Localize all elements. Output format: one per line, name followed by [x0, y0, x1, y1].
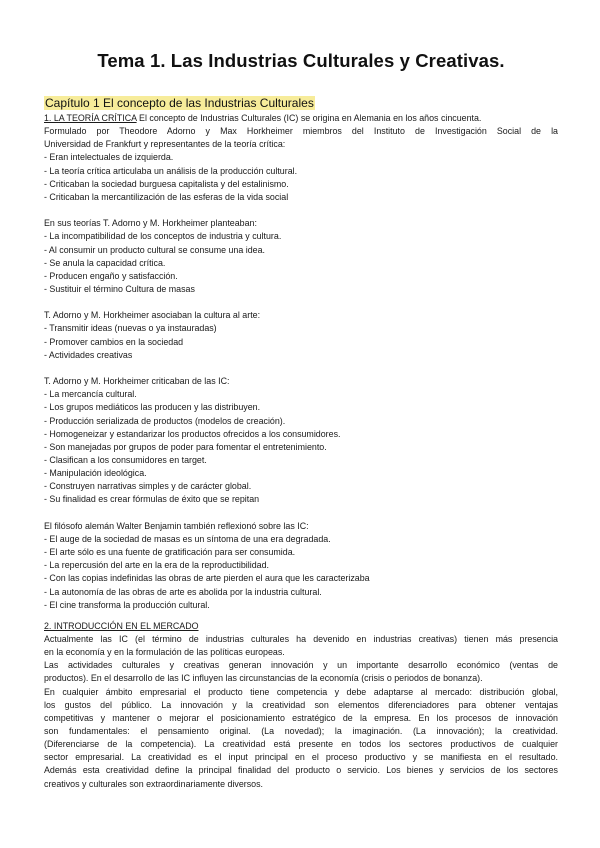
intro-line-3: Universidad de Frankfurt y representantes de la teoría crítica: — [44, 139, 286, 150]
list-item: - Criticaban la mercantilización de las esferas de la vida social — [44, 191, 289, 202]
paragraph-intro: T. Adorno y M. Horkheimer asociaban la cultura al arte: — [44, 310, 261, 321]
intro-line-2: Formulado por Theodore Adorno y Max Horkheimer miembros del Instituto de Investigación Social de la — [44, 126, 558, 137]
document-title: Tema 1. Las Industrias Culturales y Creativas. — [97, 50, 505, 71]
list-item: - Homogeneizar y estandarizar los productos ofrecidos a los consumidores. — [44, 428, 341, 439]
list-item: - Sustituir el término Cultura de masas — [44, 284, 195, 294]
paragraph-line: sector empresarial. La creatividad es el input principal en el proceso productivo y se manifiesta en el resultado. — [44, 752, 558, 763]
paragraph-line: productos). En el desarrollo de las IC influyen las circunstancias de la economía (crisis o periodos de bonanza). — [44, 673, 483, 684]
list-item: - Con las copias indefinidas las obras de arte pierden el aura que les caracterizaba — [44, 573, 370, 584]
list-item: - Criticaban la sociedad burguesa capitalista y del estalinismo. — [44, 178, 289, 189]
list-item: - Actividades creativas — [44, 349, 133, 360]
intro-text: El concepto de Industrias Culturales (IC) se origina en Alemania en los años cincuenta. — [136, 113, 482, 123]
list-item: - La incompatibilidad de los conceptos de industria y cultura. — [44, 231, 282, 242]
list-item: - Clasifican a los consumidores en target. — [44, 455, 207, 465]
list-item: - Producen engaño y satisfacción. — [44, 270, 178, 281]
chapter-heading: Capítulo 1 El concepto de las Industrias Culturales — [45, 96, 314, 110]
list-item: - La mercancía cultural. — [44, 389, 137, 400]
list-item: - Eran intelectuales de izquierda. — [44, 152, 174, 163]
document-body — [44, 112, 558, 791]
list-item: - Los grupos mediáticos las producen y las distribuyen. — [44, 402, 261, 413]
list-item: - La repercusión del arte en la era de la reproductibilidad. — [44, 560, 269, 571]
paragraph-intro: T. Adorno y M. Horkheimer criticaban de las IC: — [44, 376, 230, 387]
paragraph-line: Las actividades culturales y creativas generan innovación y un importante desarrollo económico (ventas de — [44, 660, 558, 671]
list-item: - Su finalidad es crear fórmulas de éxito que se repitan — [44, 494, 260, 505]
paragraph-line: (Diferenciarse de la competencia). La creatividad está presente en todos los sectores productivos de cualquier — [44, 739, 558, 750]
paragraph-line: En cualquier ámbito empresarial el producto tiene competencia y debe adaptarse al mercado: distribución global, — [44, 686, 558, 697]
list-item: - La autonomía de las obras de arte es abolida por la industria cultural. — [44, 586, 322, 597]
paragraph-intro: El filósofo alemán Walter Benjamin también reflexionó sobre las IC: — [44, 520, 309, 531]
list-item: - Manipulación ideológica. — [44, 468, 147, 479]
list-item: - Producción serializada de productos (modelos de creación). — [44, 415, 286, 426]
paragraph-intro: En sus teorías T. Adorno y M. Horkheimer planteaban: — [44, 218, 257, 229]
list-item: - Son manejadas por grupos de poder para fomentar el entretenimiento. — [44, 441, 327, 452]
paragraph-line: competitivas y mantener o mejorar el posicionamiento estratégico de la empresa. En los procesos de innovación — [44, 712, 558, 723]
list-item: - Construyen narrativas simples y de carácter global. — [44, 481, 252, 492]
list-item: - El auge de la sociedad de masas es un síntoma de una era degradada. — [44, 533, 331, 544]
paragraph-line: en la economía y en la formulación de las políticas europeas. — [44, 647, 285, 658]
paragraph-line: Además esta creatividad define la principal finalidad del producto o servicio. Los bienes y servicios de los sectores — [44, 765, 558, 776]
paragraph-line: los gustos del público. La innovación y la creatividad son elementos diferenciadores para obtener ventajas — [44, 699, 558, 710]
list-item: - La teoría crítica articulaba un análisis de la producción cultural. — [44, 165, 298, 176]
paragraph-line: Actualmente las IC (el término de industrias culturales ha devenido en industrias creativas) tienen más presencia — [44, 634, 558, 645]
intro-line — [44, 112, 558, 125]
paragraph-line: creativos y culturales son extraordinariamente diversos. — [44, 778, 264, 789]
paragraph-line: son fundamentales: el pensamiento original. (La novedad); la imaginación. (La innovación); la creatividad. — [44, 726, 558, 737]
list-item: - Al consumir un producto cultural se consume una idea. — [44, 244, 266, 255]
section-heading-introduccion-mercado: 2. INTRODUCCIÓN EN EL MERCADO — [44, 620, 199, 631]
list-item: - El cine transforma la producción cultural. — [44, 599, 210, 610]
list-item: - Promover cambios en la sociedad — [44, 336, 184, 347]
section2-paragraph — [44, 633, 558, 791]
list-item: - El arte sólo es una fuente de gratificación para ser consumida. — [44, 547, 296, 558]
section-heading-teoria-critica: 1. LA TEORÍA CRÍTICA — [44, 113, 137, 123]
list-item: - Se anula la capacidad crítica. — [44, 257, 166, 268]
list-item: - Transmitir ideas (nuevas o ya instauradas) — [44, 323, 217, 334]
